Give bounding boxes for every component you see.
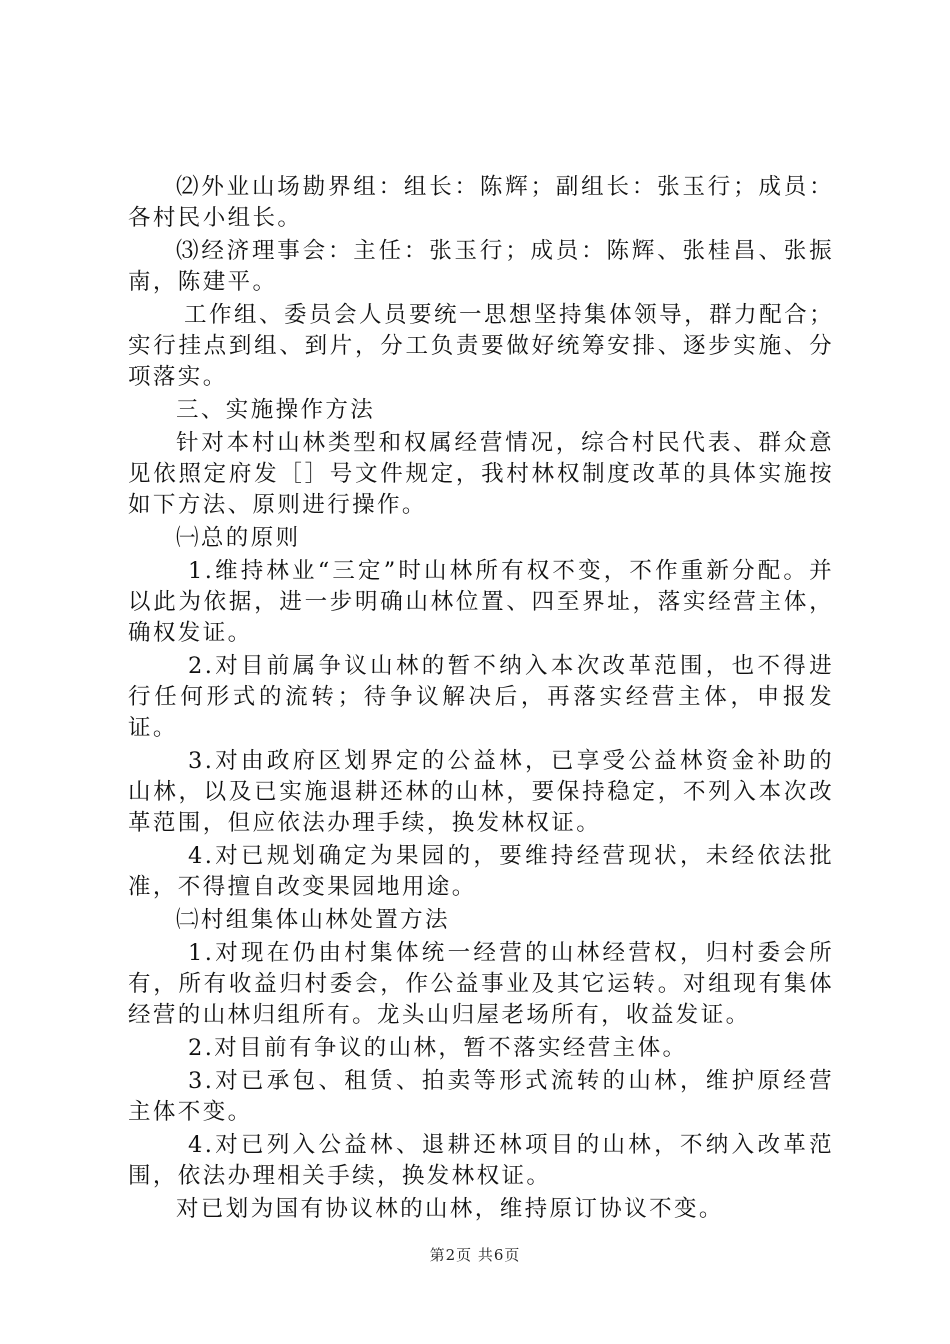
list-item-principle-1: 1.维持林业“三定”时山林所有权不变，不作重新分配。并以此为依据，进一步明确山林位置、四至界址，落实经营主体，确权发证。 <box>128 558 834 646</box>
page-number-footer: 第2页 共6页 <box>429 1246 521 1264</box>
paragraph-work-group: 工作组、委员会人员要统一思想坚持集体领导，群力配合；实行挂点到组、到片，分工负责要做好统筹安排、逐步实施、分项落实。 <box>128 302 834 390</box>
subsection-heading-general-principles: ㈠总的原则 <box>176 525 301 551</box>
list-item-principle-2: 2.对目前属争议山林的暂不纳入本次改革范围，也不得进行任何形式的流转；待争议解决后，再落实经营主体，申报发证。 <box>128 653 834 741</box>
list-item-collective-4: 4.对已列入公益林、退耕还林项目的山林，不纳入改革范围，依法办理相关手续，换发林权证。 <box>128 1132 834 1189</box>
list-item-collective-2: 2.对目前有争议的山林，暂不落实经营主体。 <box>188 1035 688 1061</box>
subsection-heading-collective-forest: ㈡村组集体山林处置方法 <box>176 907 450 933</box>
list-item-collective-1: 1.对现在仍由村集体统一经营的山林经营权，归村委会所有，所有收益归村委会，作公益事业及其它运转。对组现有集体经营的山林归组所有。龙头山归屋老场所有，收益发证。 <box>128 940 834 1028</box>
paragraph-methods-intro: 针对本村山林类型和权属经营情况，综合村民代表、群众意见依照定府发［］号文件规定，我村林权制度改革的具体实施按如下方法、原则进行操作。 <box>128 430 834 518</box>
section-heading-methods: 三、实施操作方法 <box>176 397 376 423</box>
list-item-principle-4: 4.对已规划确定为果园的，要维持经营现状，未经依法批准，不得擅自改变果园地用途。 <box>128 843 834 900</box>
list-item-principle-3: 3.对由政府区划界定的公益林，已享受公益林资金补助的山林，以及已实施退耕还林的山林，要保持稳定，不列入本次改革范围，但应依法办理手续，换发林权证。 <box>128 748 834 836</box>
paragraph-economic-council: ⑶经济理事会：主任：张玉行；成员：陈辉、张桂昌、张振南，陈建平。 <box>128 238 834 295</box>
list-item-collective-3: 3.对已承包、租赁、拍卖等形式流转的山林，维护原经营主体不变。 <box>128 1068 834 1125</box>
paragraph-state-agreement-forest: 对已划为国有协议林的山林，维持原订协议不变。 <box>176 1196 724 1222</box>
document-body <box>128 172 834 1227</box>
paragraph-survey-group: ⑵外业山场勘界组：组长：陈辉；副组长：张玉行；成员：各村民小组长。 <box>128 174 834 231</box>
